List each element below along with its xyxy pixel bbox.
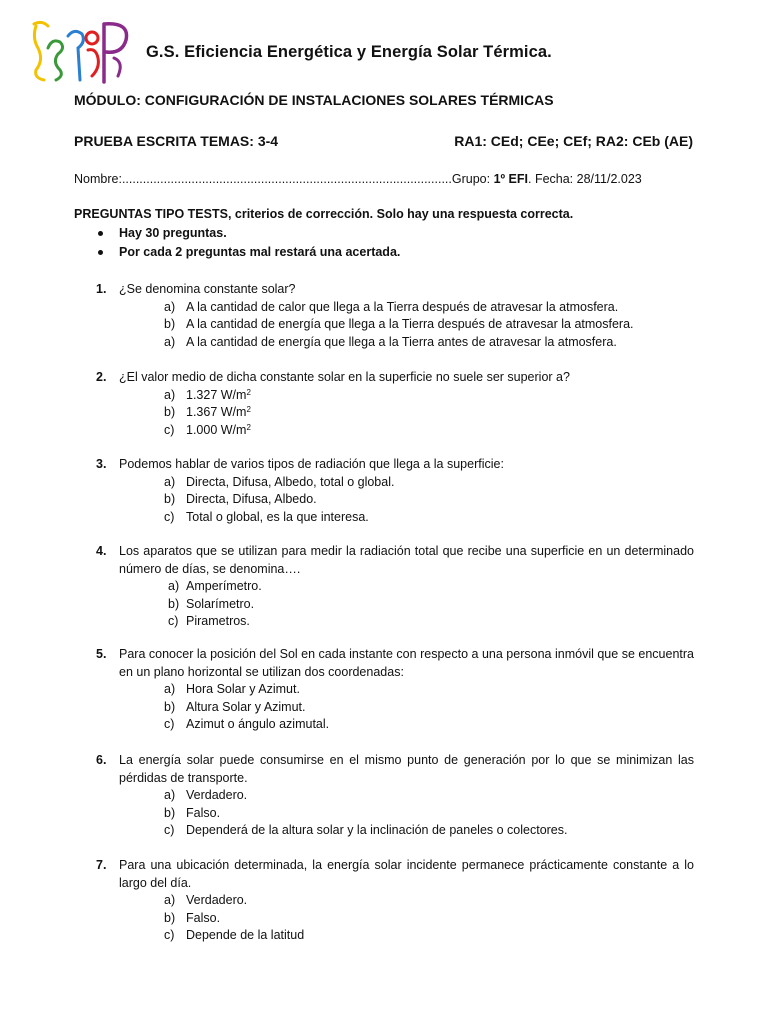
- student-info-line: [74, 172, 694, 186]
- question-text: Para conocer la posición del Sol en cada instante con respecto a una persona inmóvil que se encuentra en un plano horizontal se utilizan dos coordenadas:: [119, 647, 694, 679]
- option-item: [168, 578, 694, 596]
- option-text: Azimut o ángulo azimutal.: [186, 717, 330, 731]
- question-text: ¿Se denomina constante solar?: [119, 282, 296, 296]
- options-list: [164, 299, 694, 352]
- question-text: ¿El valor medio de dicha constante solar en la superficie no suele ser superior a?: [119, 370, 570, 384]
- module-title: MÓDULO: CONFIGURACIÓN DE INSTALACIONES SOLARES TÉRMICAS: [74, 92, 554, 108]
- option-text: Directa, Difusa, Albedo, total o global.: [186, 474, 395, 489]
- option-text: Hora Solar y Azimut.: [186, 682, 300, 696]
- option-letter: c): [164, 928, 175, 942]
- unit-exponent: 2: [246, 387, 251, 397]
- option-item: [164, 892, 694, 910]
- question-number: 3.: [96, 457, 107, 471]
- question-number: 4.: [96, 544, 107, 558]
- unit-exponent: 2: [246, 405, 251, 414]
- option-item: [164, 787, 694, 805]
- criteria-item: Hay 30 preguntas.: [96, 224, 400, 243]
- question-number: 2.: [96, 370, 107, 384]
- option-text: Falso.: [186, 910, 221, 925]
- option-letter: a): [168, 579, 180, 593]
- option-text: Total o global, es la que interesa.: [186, 509, 369, 524]
- options-list: [164, 387, 694, 440]
- option-letter: c): [164, 422, 175, 437]
- criteria-list: [96, 224, 400, 262]
- option-item: [164, 334, 694, 352]
- option-item: [164, 387, 694, 405]
- option-letter: a): [164, 387, 176, 402]
- option-letter: b): [164, 492, 176, 506]
- criteria-title: PREGUNTAS TIPO TESTS, criterios de corrección. Solo hay una respuesta correcta.: [74, 207, 574, 221]
- question-number: 1.: [96, 282, 107, 296]
- option-letter: a): [164, 682, 176, 696]
- question-5: [96, 646, 694, 734]
- option-item: [164, 474, 694, 492]
- option-item: [164, 681, 694, 699]
- header-title: G.S. Eficiencia Energética y Energía Solar Térmica.: [146, 43, 552, 61]
- option-item: [164, 299, 694, 317]
- option-item: [164, 805, 694, 823]
- option-item: [164, 422, 694, 440]
- option-text: Falso.: [186, 805, 221, 820]
- option-letter: c): [164, 509, 175, 524]
- options-list: [164, 681, 694, 734]
- question-7: [96, 857, 694, 945]
- question-number: 6.: [96, 753, 107, 767]
- options-list: [164, 474, 694, 527]
- question-6: [96, 752, 694, 840]
- option-item: [164, 491, 694, 509]
- question-3: [96, 456, 694, 526]
- school-logo: [30, 18, 134, 86]
- option-letter: c): [168, 614, 179, 628]
- option-text: Dependerá de la altura solar y la inclinación de paneles o colectores.: [186, 823, 568, 837]
- option-item: [164, 699, 694, 717]
- option-item: [168, 596, 694, 614]
- option-text: A la cantidad de calor que llega a la Tierra después de atravesar la atmosfera.: [186, 299, 619, 314]
- option-item: [164, 404, 694, 422]
- option-letter: b): [164, 805, 176, 820]
- exam-title: PRUEBA ESCRITA TEMAS: 3-4: [74, 133, 279, 149]
- option-text: Depende de la latitud: [186, 928, 305, 942]
- option-letter: b): [164, 910, 176, 925]
- options-list: [164, 787, 694, 840]
- group-label: Grupo:: [451, 172, 494, 186]
- option-item: [168, 613, 694, 631]
- options-list: [168, 578, 694, 631]
- option-text: [186, 422, 251, 440]
- date-text: . Fecha: 28/11/2.023: [528, 172, 642, 186]
- option-letter: a): [164, 893, 176, 907]
- option-value: 1.367 W/m: [186, 405, 247, 419]
- option-letter: b): [164, 317, 176, 331]
- question-2: [96, 369, 694, 439]
- option-text: [186, 387, 251, 405]
- question-number: 7.: [96, 858, 107, 872]
- ra-codes: RA1: CEd; CEe; CEf; RA2: CEb (AE): [454, 133, 693, 149]
- criteria-item: Por cada 2 preguntas mal restará una acertada.: [96, 243, 400, 262]
- option-text: [186, 404, 251, 422]
- name-dots: ...............................................................................................: [121, 172, 452, 186]
- option-letter: b): [164, 405, 176, 419]
- question-4: [96, 543, 694, 631]
- question-1: [96, 281, 694, 351]
- option-item: [164, 822, 694, 840]
- question-text: Los aparatos que se utilizan para medir la radiación total que recibe una superficie en un determinado número de días, se denomina….: [119, 544, 694, 576]
- option-letter: b): [164, 699, 176, 714]
- group-value: 1º EFI: [493, 172, 528, 186]
- option-letter: c): [164, 717, 175, 731]
- option-text: A la cantidad de energía que llega a la Tierra antes de atravesar la atmosfera.: [186, 334, 617, 349]
- option-item: [164, 316, 694, 334]
- option-letter: b): [168, 596, 180, 611]
- options-list: [164, 892, 694, 945]
- question-text: Podemos hablar de varios tipos de radiación que llega a la superficie:: [119, 457, 504, 471]
- option-item: [164, 509, 694, 527]
- option-item: [164, 910, 694, 928]
- option-letter: a): [164, 299, 176, 314]
- option-text: A la cantidad de energía que llega a la Tierra después de atravesar la atmosfera.: [186, 317, 634, 331]
- option-text: Altura Solar y Azimut.: [186, 699, 306, 714]
- option-text: Directa, Difusa, Albedo.: [186, 492, 317, 506]
- option-text: Pirametros.: [186, 614, 250, 628]
- option-text: Verdadero.: [186, 788, 248, 802]
- name-label: Nombre:: [74, 172, 122, 186]
- option-item: [164, 716, 694, 734]
- question-text: Para una ubicación determinada, la energía solar incidente permanece prácticamente constante a lo largo del día.: [119, 858, 694, 890]
- option-letter: a): [164, 474, 176, 489]
- option-value: 1.327 W/m: [186, 387, 247, 402]
- unit-exponent: 2: [246, 422, 251, 432]
- question-number: 5.: [96, 647, 107, 661]
- option-text: Amperímetro.: [186, 579, 262, 593]
- option-text: Verdadero.: [186, 893, 248, 907]
- question-text: La energía solar puede consumirse en el mismo punto de generación por lo que se minimizan las pérdidas de transporte.: [119, 753, 694, 785]
- option-value: 1.000 W/m: [186, 422, 247, 437]
- option-letter: a): [164, 334, 176, 349]
- option-item: [164, 927, 694, 945]
- option-letter: a): [164, 788, 176, 802]
- option-text: Solarímetro.: [186, 596, 255, 611]
- option-letter: c): [164, 823, 175, 837]
